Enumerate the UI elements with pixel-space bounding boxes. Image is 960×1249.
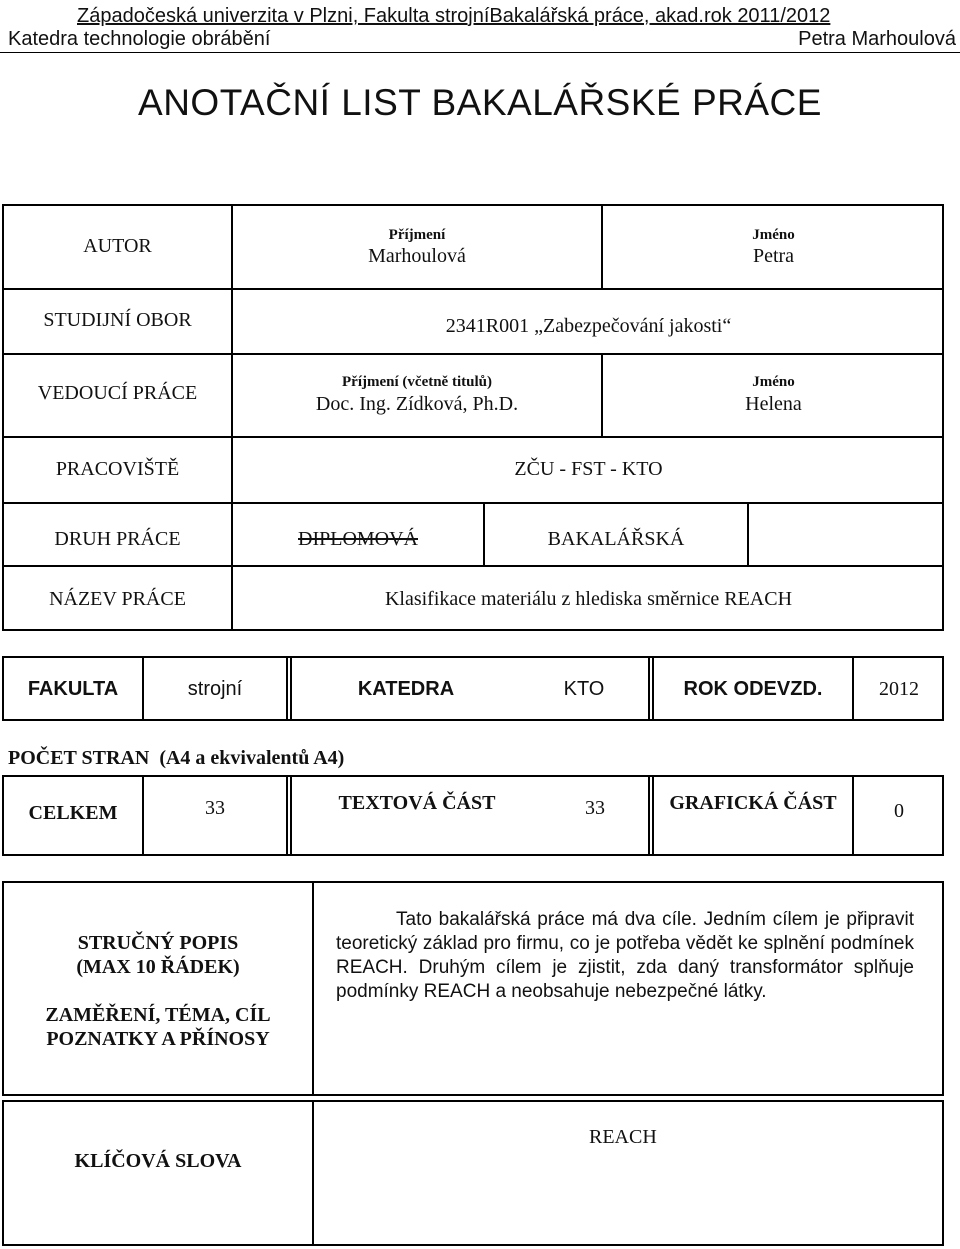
pages-text-label: TEXTOVÁ ČÁST xyxy=(338,792,496,814)
header-author: Petra Marhoulová xyxy=(798,28,956,50)
description-label-3: ZAMĚŘENÍ, TÉMA, CÍL xyxy=(45,1004,271,1026)
faculty-label: FAKULTA xyxy=(27,678,119,700)
supervisor-surname: Doc. Ing. Zídková, Ph.D. xyxy=(315,393,519,415)
header-university: Západočeská univerzita v Plzni, Fakulta strojníBakalářská práce, akad.rok 2011/2012 xyxy=(77,5,831,27)
department-label: KATEDRA xyxy=(357,678,455,700)
supervisor-label: VEDOUCÍ PRÁCE xyxy=(37,382,198,404)
author-surname: Marhoulová xyxy=(368,245,466,267)
keywords-label: KLÍČOVÁ SLOVA xyxy=(74,1150,242,1172)
description-label-4: POZNATKY A PŘÍNOSY xyxy=(46,1028,270,1050)
supervisor-name-label: Jméno xyxy=(752,374,795,390)
work-title-value: Klasifikace materiálu z hlediska směrnice REACH xyxy=(384,588,793,610)
supervisor-name: Helena xyxy=(745,393,802,415)
work-type-label: DRUH PRÁCE xyxy=(54,528,181,550)
description-text: Tato bakalářská práce má dva cíle. Jedním cílem je připravit teoretický základ pro firmu, co je potřeba vědět ke splnění podmínek REACH. Druhým cílem je zjistit, zda daný transformátor splňuje podmínky REACH a neobsahuje nebezpečné látky. xyxy=(336,909,914,1002)
header-department: Katedra technologie obrábění xyxy=(8,28,271,50)
work-title-label: NÁZEV PRÁCE xyxy=(49,588,186,610)
description-label-2: (MAX 10 ŘÁDEK) xyxy=(76,956,240,978)
description-label-1: STRUČNÝ POPIS xyxy=(77,932,239,954)
author-name-label: Jméno xyxy=(752,227,795,243)
page-title: ANOTAČNÍ LIST BAKALÁŘSKÉ PRÁCE xyxy=(138,82,822,123)
study-value: 2341R001 „Zabezpečování jakosti“ xyxy=(445,315,732,337)
work-type-bachelor: BAKALÁŘSKÁ xyxy=(547,528,685,550)
keywords-box xyxy=(2,1100,944,1246)
workplace-value: ZČU - FST - KTO xyxy=(514,458,663,480)
year-label: ROK ODEVZD. xyxy=(683,678,823,700)
workplace-label: PRACOVIŠTĚ xyxy=(55,458,180,480)
pages-total-value: 33 xyxy=(205,797,225,819)
year-value: 2012 xyxy=(879,678,919,700)
work-type-diploma: DIPLOMOVÁ xyxy=(298,528,418,550)
study-label: STUDIJNÍ OBOR xyxy=(43,309,192,331)
author-surname-label: Příjmení xyxy=(388,227,446,243)
department-value: KTO xyxy=(563,678,605,700)
author-name: Petra xyxy=(752,245,795,267)
author-label: AUTOR xyxy=(83,235,152,257)
pages-total-label: CELKEM xyxy=(28,802,118,824)
keywords-value: REACH xyxy=(589,1126,657,1148)
pages-text-value: 33 xyxy=(585,797,605,819)
faculty-value: strojní xyxy=(187,678,243,700)
header-rule xyxy=(0,52,960,53)
pages-graphic-label: GRAFICKÁ ČÁST xyxy=(669,792,837,814)
pages-graphic-value: 0 xyxy=(894,800,904,822)
supervisor-surname-label: Příjmení (včetně titulů) xyxy=(342,374,492,390)
pages-heading: POČET STRAN (A4 a ekvivalentů A4) xyxy=(8,747,345,769)
